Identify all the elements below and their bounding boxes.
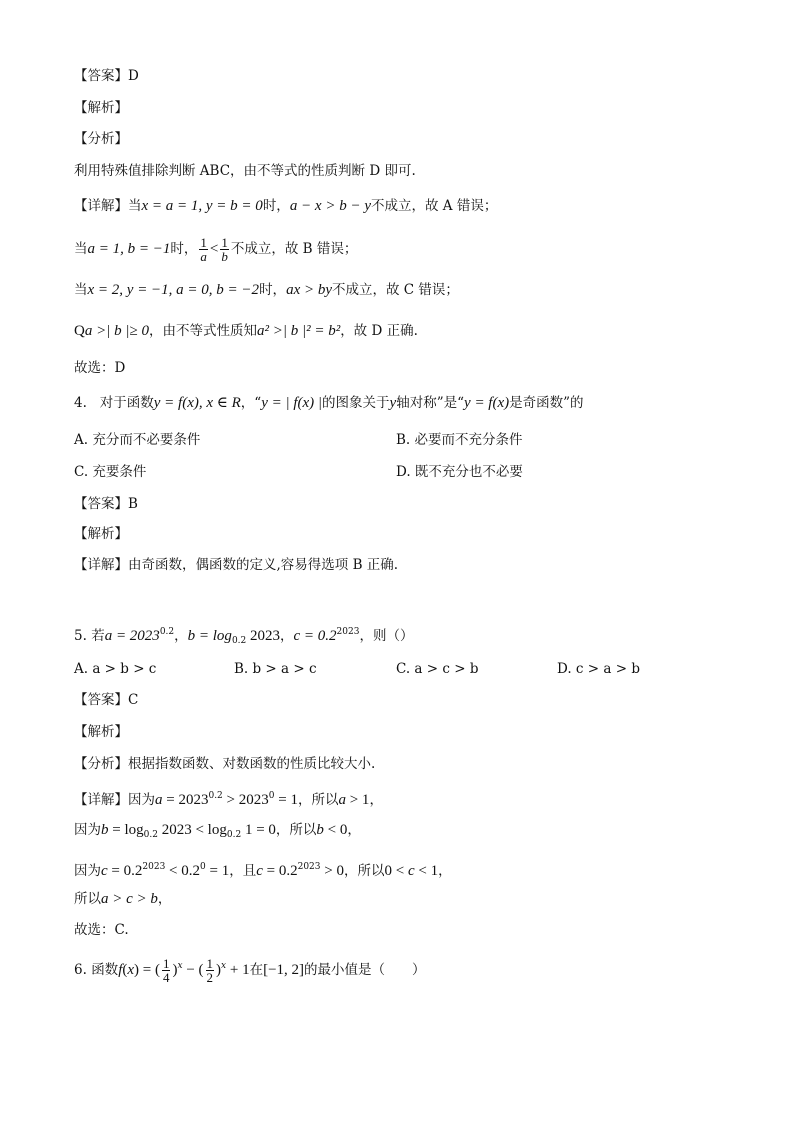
question-number: 6. <box>74 962 87 978</box>
q5-fenxi: 【分析】根据指数函数、对数函数的性质比较大小. <box>74 756 376 772</box>
q4-option-c: C. 充要条件 <box>74 464 147 480</box>
q5-detail-line-2: 因为$b = \log_{0.2} 2023 < \log_{0.2} 1 = 0$，所以b < 0， <box>74 822 361 840</box>
q5-option-a: A. a > b > c <box>74 661 157 677</box>
q5-detail-line-3: 因为$c = 0.2^{2023} < 0.2^0 = 1$，且$c = 0.2^{2023} > 0$，所以0 < c < 1， <box>74 862 452 879</box>
q5-analysis-heading: 【解析】 <box>74 724 128 740</box>
q5-detail-line-4: 所以a > c > b， <box>74 891 172 907</box>
q3-answer: 【答案】D <box>74 68 139 84</box>
q3-detail-line-2: 当a = 1, b = −1时， $\frac{1}{a}$ < $\frac{1}{b}$ 不成立，故 B 错误； <box>74 235 358 264</box>
q3-detail-line-1: 【详解】当x = a = 1, y = b = 0时，a − x > b − y不成立，故 A 错误； <box>74 198 498 214</box>
q3-fenxi-text: 利用特殊值排除判断 ABC，由不等式的性质判断 D 即可. <box>74 163 416 179</box>
q4-answer: 【答案】B <box>74 496 138 512</box>
q3-detail-line-4: Qa >| b |≥ 0，由不等式性质知a² >| b |² = b²，故 D 正确. <box>74 323 418 339</box>
q3-analysis-heading: 【解析】 <box>74 100 128 116</box>
question-number: 4. <box>74 395 87 411</box>
detail-tag: 【详解】 <box>74 198 128 214</box>
q4-stem: 4. 对于函数y = f(x), x ∈ R，“y = | f(x) |的图象关于y轴对称”是“y = f(x)是奇函数”的 <box>74 395 584 411</box>
question-number: 5. <box>74 628 87 644</box>
q4-option-a: A. 充分而不必要条件 <box>74 432 201 448</box>
fraction-1-over-b: $\frac{1}{b}$ <box>221 235 228 264</box>
q5-choice: 故选：C. <box>74 922 129 938</box>
q3-fenxi-heading: 【分析】 <box>74 131 128 147</box>
q4-option-b: B. 必要而不充分条件 <box>396 432 523 448</box>
q3-choice: 故选：D <box>74 360 126 376</box>
q5-stem: 5. 若$a = 2023^{0.2}$，$b = \log_{0.2} 2023$，$c = 0.2^{2023}$，则（） <box>74 627 414 646</box>
q3-detail-line-3: 当x = 2, y = −1, a = 0, b = −2时，ax > by不成立，故 C 错误； <box>74 282 459 298</box>
q5-option-d: D. c > a > b <box>557 661 640 677</box>
q4-detail: 【详解】由奇函数，偶函数的定义,容易得选项 B 正确. <box>74 557 399 573</box>
fraction-1-over-a: $\frac{1}{a}$ <box>200 235 207 264</box>
q5-detail-line-1: 【详解】因为$a = 2023^{0.2} > 2023^0 = 1$，所以a > 1， <box>74 791 383 808</box>
q4-option-d: D. 既不充分也不必要 <box>396 464 523 480</box>
q5-option-c: C. a > c > b <box>396 661 479 677</box>
q6-stem: 6. 函数f(x) = ( $\frac{1}{4}$ )$^x$ − ( $\frac{1}{2}$ )$^x$ + 1在[−1, 2]的最小值是（ ） <box>74 956 426 985</box>
q4-analysis-heading: 【解析】 <box>74 526 128 542</box>
q5-option-b: B. b > a > c <box>234 661 317 677</box>
q5-answer: 【答案】C <box>74 692 139 708</box>
